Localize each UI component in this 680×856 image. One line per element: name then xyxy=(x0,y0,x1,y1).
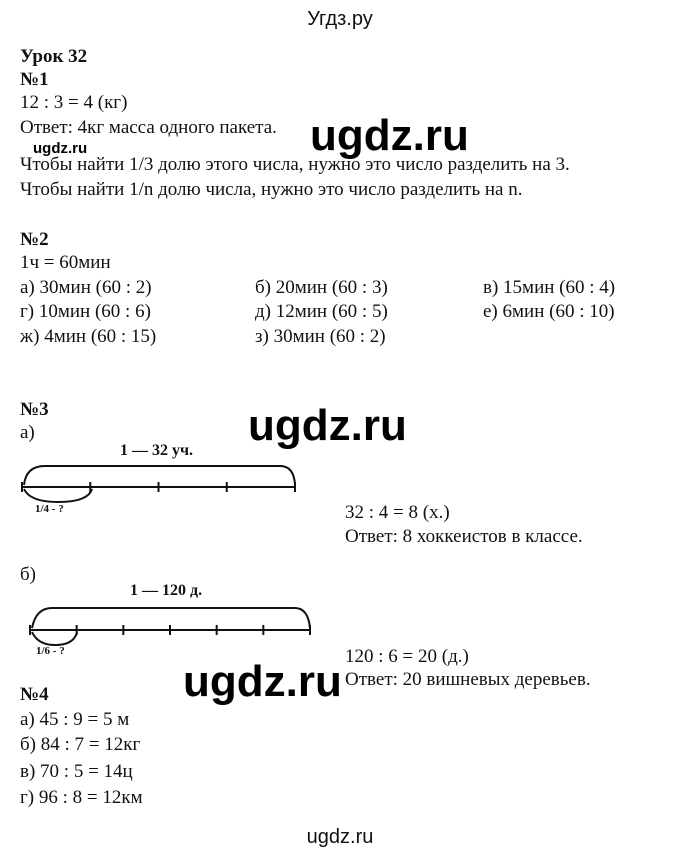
task3a-solution: 32 : 4 = 8 (х.) xyxy=(345,502,450,523)
task2-number: №2 xyxy=(20,229,49,250)
task3a-label: а) xyxy=(20,422,35,443)
task2-item: а) 30мин (60 : 2) xyxy=(20,277,152,298)
site-title: Угдз.ру xyxy=(307,8,373,30)
task3a-answer: Ответ: 8 хоккеистов в классе. xyxy=(345,526,583,547)
footer-site: ugdz.ru xyxy=(306,826,374,848)
task2-item: з) 30мин (60 : 2) xyxy=(255,326,386,347)
task2-item: г) 10мин (60 : 6) xyxy=(20,301,151,322)
task2-item: в) 15мин (60 : 4) xyxy=(483,277,616,298)
diagram-a-whole-label: 1 — 32 уч. xyxy=(120,442,194,459)
task4-number: №4 xyxy=(20,684,49,705)
task2-item: д) 12мин (60 : 5) xyxy=(255,301,388,322)
task3b-label: б) xyxy=(20,564,36,585)
part-arc-b xyxy=(32,632,77,645)
diagram-a-part-label: 1/4 - ? xyxy=(35,503,64,515)
watermark: ugdz.ru xyxy=(248,401,407,450)
task3b-solution: 120 : 6 = 20 (д.) xyxy=(345,646,469,667)
task3-number: №3 xyxy=(20,399,49,420)
task1-line: Чтобы найти 1/n долю числа, нужно это число разделить на n. xyxy=(20,179,523,200)
watermark: ugdz.ru xyxy=(183,657,342,706)
diagram-b xyxy=(30,608,310,645)
watermark-small: ugdz.ru xyxy=(33,140,88,157)
task2-item: ж) 4мин (60 : 15) xyxy=(20,326,157,347)
task2-intro: 1ч = 60мин xyxy=(20,252,111,273)
task4-item: б) 84 : 7 = 12кг xyxy=(20,734,141,755)
task1-line: 12 : 3 = 4 (кг) xyxy=(20,92,128,113)
diagram-b-part-label: 1/6 - ? xyxy=(36,645,65,657)
task1-number: №1 xyxy=(20,69,49,90)
part-arc-a xyxy=(24,489,92,502)
diagram-a xyxy=(22,466,295,502)
task3b-answer: Ответ: 20 вишневых деревьев. xyxy=(345,669,591,690)
task1-line: Ответ: 4кг масса одного пакета. xyxy=(20,117,277,138)
task2-item: е) 6мин (60 : 10) xyxy=(483,301,615,322)
diagram-b-whole-label: 1 — 120 д. xyxy=(130,582,203,599)
task4-item: г) 96 : 8 = 12км xyxy=(20,787,143,808)
task4-item: а) 45 : 9 = 5 м xyxy=(20,709,130,730)
task4-item: в) 70 : 5 = 14ц xyxy=(20,761,133,782)
watermark: ugdz.ru xyxy=(310,111,469,160)
lesson-title: Урок 32 xyxy=(20,46,88,67)
task1-line: Чтобы найти 1/3 долю этого числа, нужно это число разделить на 3. xyxy=(20,154,570,175)
task2-item: б) 20мин (60 : 3) xyxy=(255,277,388,298)
